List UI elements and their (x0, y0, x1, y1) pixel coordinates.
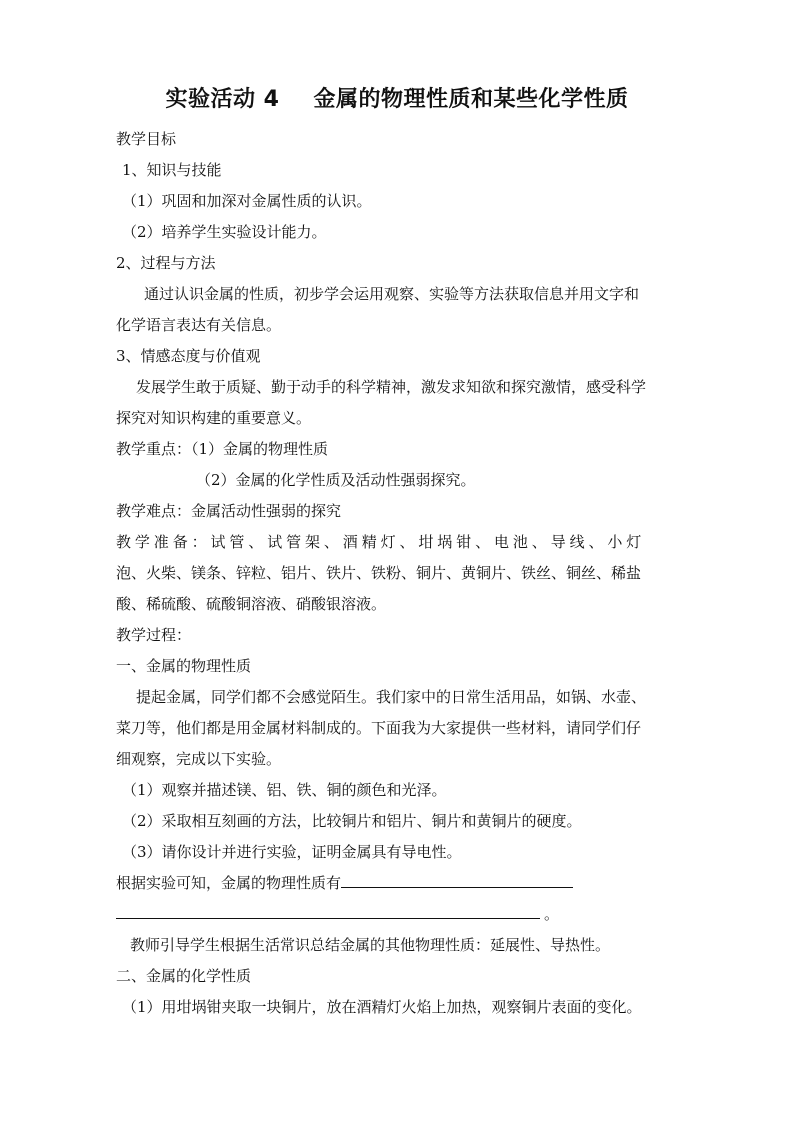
conclusion-blank-1[interactable] (341, 869, 573, 888)
knowledge-heading: 1、知识与技能 (122, 161, 222, 179)
conclusion-line-2 (116, 899, 678, 930)
prep-line-3: 酸、稀硫酸、硫酸铜溶液、硝酸银溶液。 (116, 595, 387, 613)
title-activity-number: 实验活动 4 (165, 87, 280, 112)
section1-text-line-2: 菜刀等，他们都是用金属材料制成的。下面我为大家提供一些材料，请同学们仔 (116, 719, 642, 737)
experiment-item-2: （2）采取相互刻画的方法，比较铜片和铝片、铜片和黄铜片的硬度。 (122, 812, 582, 830)
page-title (0, 82, 794, 113)
process-text-line-2: 化学语言表达有关信息。 (116, 316, 282, 334)
process-text-line-1: 通过认识金属的性质，初步学会运用观察、实验等方法获取信息并用文字和 (144, 285, 640, 303)
section1-heading: 一、金属的物理性质 (116, 657, 252, 675)
prep-line-1: 教学准备：试管、试管架、酒精灯、坩埚钳、电池、导线、小灯 (116, 533, 646, 551)
emotion-heading: 3、情感态度与价值观 (116, 347, 261, 365)
process-title: 教学过程： (116, 626, 192, 644)
experiment-item-3: （3）请你设计并进行实验，证明金属具有导电性。 (122, 843, 462, 861)
emotion-text-line-2: 探究对知识构建的重要意义。 (116, 409, 312, 427)
conclusion-end-mark: 。 (544, 905, 560, 923)
goals-heading: 教学目标 (116, 130, 177, 148)
conclusion-blank-2[interactable] (116, 900, 540, 919)
experiment-item-1: （1）观察并描述镁、铝、铁、铜的颜色和光泽。 (122, 781, 447, 799)
teacher-summary: 教师引导学生根据生活常识总结金属的其他物理性质：延展性、导热性。 (130, 936, 611, 954)
process-heading: 2、过程与方法 (116, 254, 216, 272)
knowledge-item-1: （1）巩固和加深对金属性质的认识。 (122, 192, 372, 210)
conclusion-prefix: 根据实验可知，金属的物理性质有 (116, 874, 342, 892)
key-points-line-1: 教学重点：（1）金属的物理性质 (116, 440, 329, 458)
section1-text-line-3: 细观察，完成以下实验。 (116, 750, 282, 768)
knowledge-item-2: （2）培养学生实验设计能力。 (122, 223, 327, 241)
section2-item-1: （1）用坩埚钳夹取一块铜片，放在酒精灯火焰上加热，观察铜片表面的变化。 (122, 998, 642, 1016)
section1-text-line-1: 提起金属，同学们都不会感觉陌生。我们家中的日常生活用品，如锅、水壶、 (136, 688, 647, 706)
prep-line-2: 泡、火柴、镁条、锌粒、铝片、铁片、铁粉、铜片、黄铜片、铁丝、铜丝、稀盐 (116, 564, 642, 582)
title-topic: 金属的物理性质和某些化学性质 (313, 87, 629, 112)
difficulty-line: 教学难点：金属活动性强弱的探究 (116, 502, 342, 520)
document-body (116, 124, 678, 1023)
conclusion-line-1 (116, 868, 678, 899)
key-points-line-2: （2）金属的化学性质及活动性强弱探究。 (196, 471, 476, 489)
emotion-text-line-1: 发展学生敢于质疑、勤于动手的科学精神，激发求知欲和探究激情，感受科学 (136, 378, 647, 396)
section2-heading: 二、金属的化学性质 (116, 967, 252, 985)
